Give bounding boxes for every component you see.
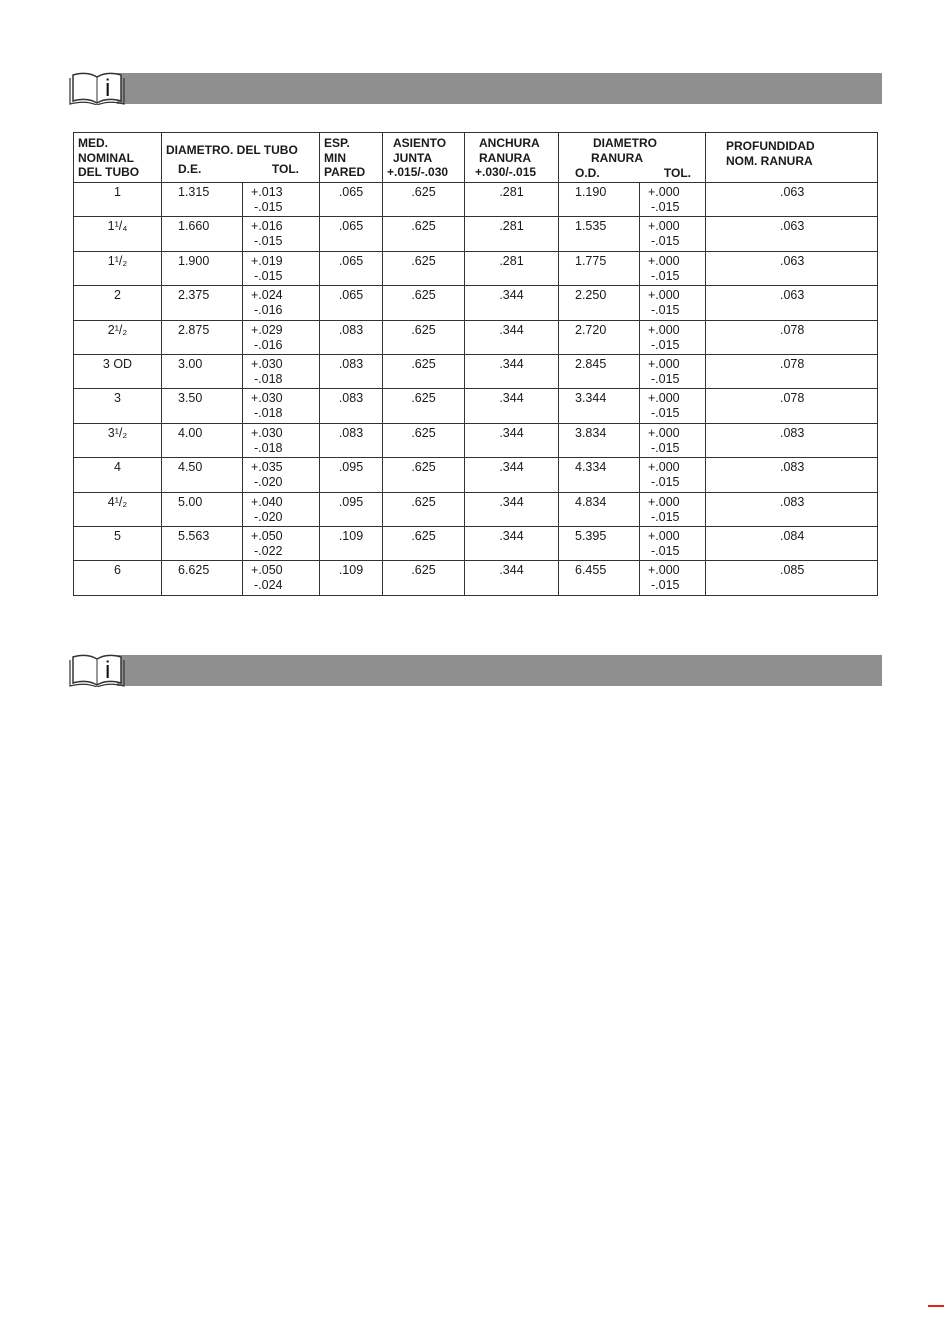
table-row [74,251,878,285]
cell-od: 6.455 [559,561,640,595]
info-letter: i [105,657,111,684]
cell-esp: .065 [320,217,383,251]
cell-profundidad: .063 [706,286,878,320]
cell-nominal: 2 [74,286,162,320]
header-profundidad: PROFUNDIDAD NOM. RANURA [706,133,878,183]
cell-de: 1.315 [162,183,243,217]
cell-od: 2.845 [559,354,640,388]
cell-anchura: .344 [465,320,559,354]
section-header-band [117,73,882,104]
cell-od: 3.834 [559,423,640,457]
cell-tol2: +.000 -.015 [640,458,706,492]
cell-esp: .083 [320,423,383,457]
cell-od: 1.535 [559,217,640,251]
cell-de: 6.625 [162,561,243,595]
cell-asiento: .625 [383,251,465,285]
table-row [74,354,878,388]
page-edge-mark [928,1305,944,1307]
cell-tol: +.050 -.022 [243,526,320,560]
cell-anchura: .344 [465,458,559,492]
header-diametro-ranura: DIAMETRO RANURA O.D. TOL. [559,133,706,183]
cell-de: 4.50 [162,458,243,492]
cell-nominal: 1 [74,183,162,217]
cell-anchura: .344 [465,492,559,526]
cell-esp: .083 [320,320,383,354]
cell-tol2: +.000 -.015 [640,183,706,217]
cell-profundidad: .063 [706,217,878,251]
cell-tol: +.016 -.015 [243,217,320,251]
cell-esp: .095 [320,492,383,526]
cell-esp: .095 [320,458,383,492]
cell-de: 1.900 [162,251,243,285]
cell-de: 2.375 [162,286,243,320]
cell-de: 3.50 [162,389,243,423]
cell-esp: .065 [320,183,383,217]
header-anchura: ANCHURA RANURA +.030/-.015 [465,133,559,183]
cell-tol: +.050 -.024 [243,561,320,595]
cell-od: 2.720 [559,320,640,354]
table-row [74,561,878,595]
table-row [74,183,878,217]
cell-anchura: .344 [465,561,559,595]
cell-profundidad: .078 [706,320,878,354]
cell-tol: +.030 -.018 [243,354,320,388]
cell-od: 4.334 [559,458,640,492]
cell-tol2: +.000 -.015 [640,526,706,560]
cell-od: 1.190 [559,183,640,217]
cell-de: 2.875 [162,320,243,354]
section-header-band-2 [117,655,882,686]
cell-asiento: .625 [383,320,465,354]
cell-de: 3.00 [162,354,243,388]
cell-nominal: 4¹/₂ [74,492,162,526]
table-row [74,423,878,457]
cell-tol: +.013 -.015 [243,183,320,217]
cell-tol: +.030 -.018 [243,423,320,457]
cell-asiento: .625 [383,423,465,457]
table-header-row [74,133,878,183]
cell-tol2: +.000 -.015 [640,217,706,251]
table-row [74,217,878,251]
header-esp: ESP. MIN PARED [320,133,383,183]
cell-asiento: .625 [383,354,465,388]
cell-de: 5.563 [162,526,243,560]
cell-tol2: +.000 -.015 [640,389,706,423]
table-row [74,320,878,354]
cell-nominal: 2¹/₂ [74,320,162,354]
info-book-icon [67,65,125,105]
cell-esp: .109 [320,526,383,560]
cell-nominal: 4 [74,458,162,492]
cell-anchura: .281 [465,183,559,217]
cell-anchura: .281 [465,217,559,251]
table-row [74,389,878,423]
pipe-groove-spec-table [73,132,878,596]
cell-nominal: 5 [74,526,162,560]
cell-nominal: 6 [74,561,162,595]
header-asiento: ASIENTO JUNTA +.015/-.030 [383,133,465,183]
cell-asiento: .625 [383,389,465,423]
cell-profundidad: .085 [706,561,878,595]
cell-anchura: .344 [465,526,559,560]
cell-anchura: .344 [465,423,559,457]
cell-anchura: .344 [465,389,559,423]
cell-od: 5.395 [559,526,640,560]
table-row [74,526,878,560]
cell-profundidad: .083 [706,458,878,492]
cell-tol2: +.000 -.015 [640,320,706,354]
cell-asiento: .625 [383,492,465,526]
cell-esp: .083 [320,389,383,423]
info-letter: i [105,75,111,102]
cell-asiento: .625 [383,217,465,251]
cell-esp: .109 [320,561,383,595]
header-diametro-tubo: DIAMETRO. DEL TUBO D.E. TOL. [162,133,320,183]
cell-anchura: .281 [465,251,559,285]
table-row [74,458,878,492]
cell-tol2: +.000 -.015 [640,423,706,457]
cell-od: 4.834 [559,492,640,526]
cell-od: 1.775 [559,251,640,285]
cell-tol2: +.000 -.015 [640,354,706,388]
cell-asiento: .625 [383,286,465,320]
table-row [74,492,878,526]
cell-od: 2.250 [559,286,640,320]
cell-esp: .065 [320,286,383,320]
cell-nominal: 3 OD [74,354,162,388]
cell-tol: +.040 -.020 [243,492,320,526]
cell-nominal: 1¹/₂ [74,251,162,285]
cell-de: 4.00 [162,423,243,457]
cell-profundidad: .063 [706,183,878,217]
cell-asiento: .625 [383,561,465,595]
cell-nominal: 3 [74,389,162,423]
cell-profundidad: .063 [706,251,878,285]
section-header-bar [67,65,882,105]
cell-tol: +.019 -.015 [243,251,320,285]
cell-nominal: 1¹/₄ [74,217,162,251]
cell-tol: +.030 -.018 [243,389,320,423]
cell-profundidad: .078 [706,354,878,388]
cell-asiento: .625 [383,526,465,560]
cell-profundidad: .084 [706,526,878,560]
cell-esp: .083 [320,354,383,388]
cell-asiento: .625 [383,183,465,217]
cell-tol2: +.000 -.015 [640,286,706,320]
cell-profundidad: .083 [706,423,878,457]
cell-nominal: 3¹/₂ [74,423,162,457]
info-book-icon [67,647,125,687]
cell-od: 3.344 [559,389,640,423]
cell-tol2: +.000 -.015 [640,561,706,595]
cell-de: 5.00 [162,492,243,526]
section-header-bar-2 [67,647,882,687]
cell-tol: +.029 -.016 [243,320,320,354]
header-med: MED. NOMINAL DEL TUBO [74,133,162,183]
cell-anchura: .344 [465,354,559,388]
cell-de: 1.660 [162,217,243,251]
table-row [74,286,878,320]
cell-asiento: .625 [383,458,465,492]
cell-profundidad: .083 [706,492,878,526]
cell-tol2: +.000 -.015 [640,492,706,526]
cell-profundidad: .078 [706,389,878,423]
cell-esp: .065 [320,251,383,285]
cell-tol: +.024 -.016 [243,286,320,320]
cell-tol: +.035 -.020 [243,458,320,492]
cell-anchura: .344 [465,286,559,320]
cell-tol2: +.000 -.015 [640,251,706,285]
